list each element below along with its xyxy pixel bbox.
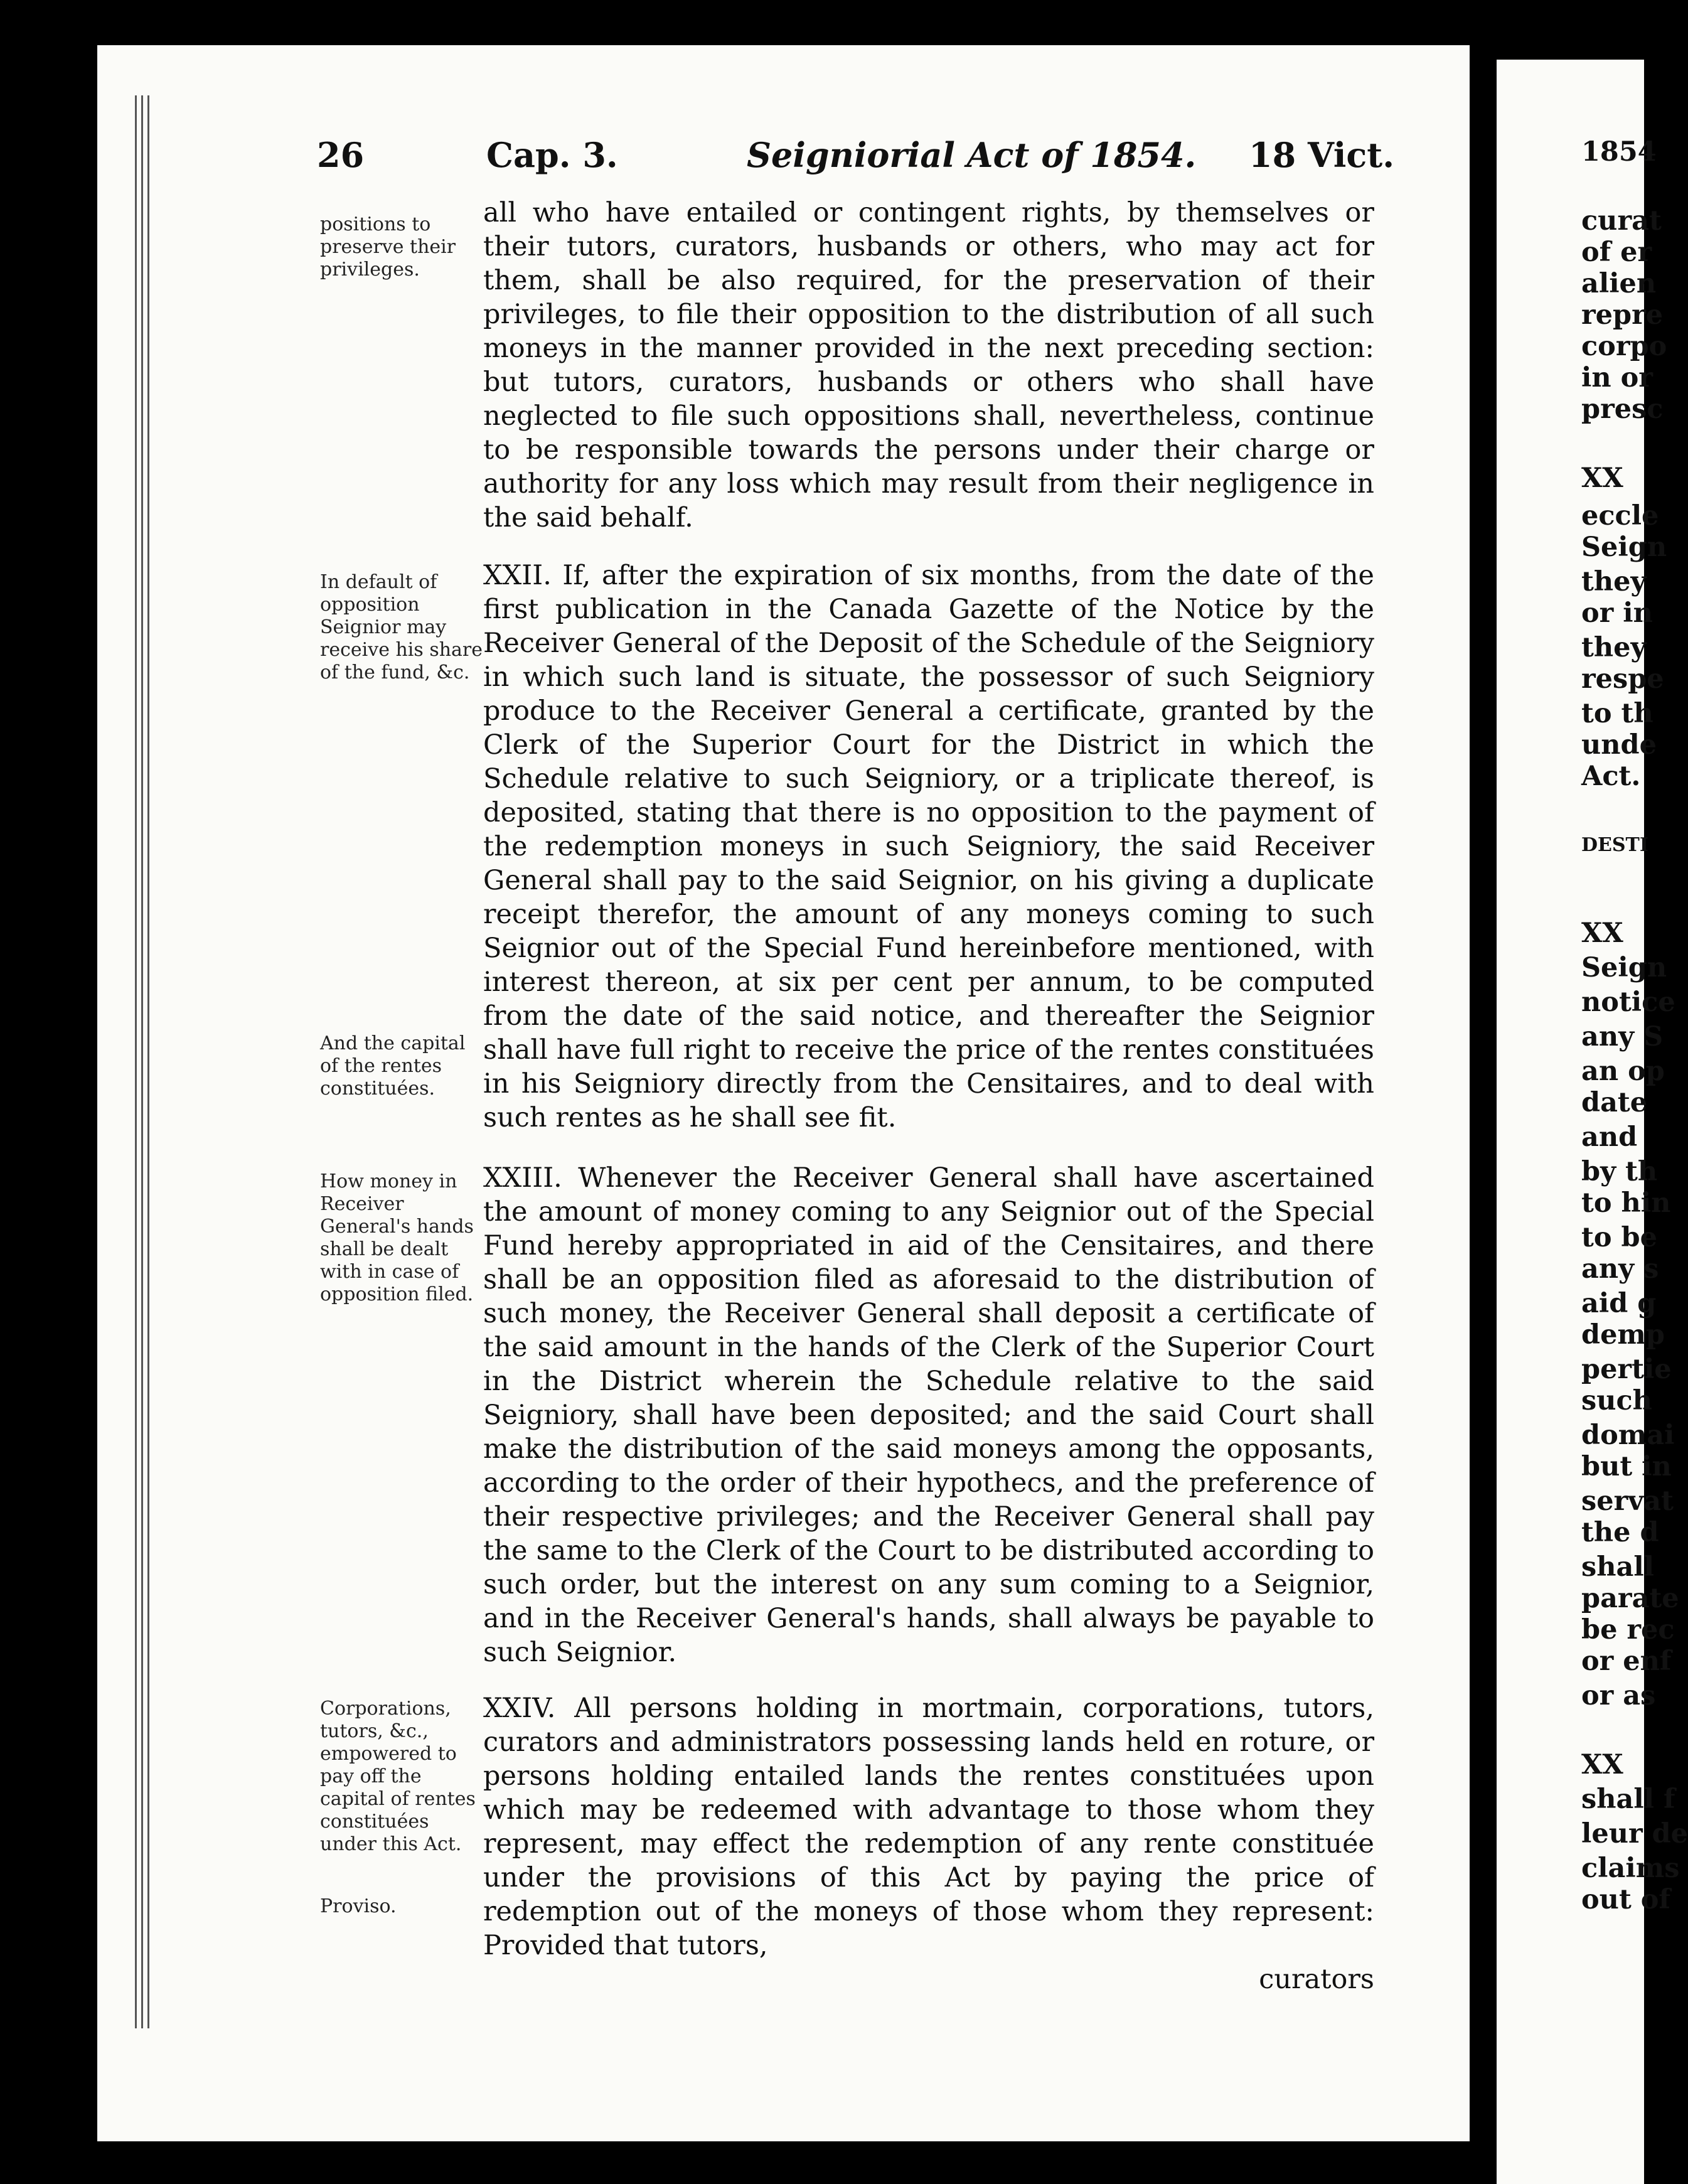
facing-line: XX <box>1581 463 1623 494</box>
section-24 <box>483 1691 1374 1996</box>
facing-line: to hin <box>1581 1187 1671 1219</box>
section-text: If, after the expiration of six months, from the date of the first publication in the Canada Gazette of the Notice by the Receiver General of the Deposit of the Schedule of the Seigniory in which such land is situate, the possessor of such Seigniory produce to the Receiver General a certificate, granted by the Clerk of the Superior Court for the District in which the Schedule relative to such Seigniory, or a triplicate thereof, is deposited, stating that there is no opposition to the payment of the redemption moneys in such Seigniory, the said Receiver General shall pay to the said Seignior, on his giving a duplicate receipt therefor, the amount of any moneys coming to such Seignior out of the Special Fund hereinbefore mentioned, with interest thereon, at six per cent per annum, to be computed from the date of the said notice, and thereafter the Seignior shall have full right to receive the price of the rentes constituées in his Seigniory directly from the Censitaires, and to deal with such rentes as he shall see fit. <box>483 560 1375 1133</box>
facing-line: servat <box>1581 1485 1674 1517</box>
facing-line: repre <box>1581 299 1664 331</box>
section-continuation <box>483 196 1374 535</box>
facing-line: XX <box>1581 918 1623 949</box>
catchword: curators <box>1259 1964 1374 1995</box>
facing-line: leur de <box>1581 1818 1688 1849</box>
marginal-note: How money in Receiver General's hands shall be dealt with in case of opposition filed. <box>320 1170 474 1305</box>
marginal-note: In default of opposition Seignior may receive his share of the fund, &c. <box>320 571 483 683</box>
facing-line: be rec <box>1581 1614 1675 1646</box>
page-edge <box>135 95 137 2028</box>
facing-line: to th <box>1581 698 1653 729</box>
facing-line: shall f <box>1581 1784 1675 1815</box>
facing-line: eccle <box>1581 500 1659 532</box>
facing-line: Seign <box>1581 952 1667 983</box>
facing-line: respe <box>1581 663 1664 695</box>
facing-line: they <box>1581 632 1647 663</box>
facing-line: alien <box>1581 268 1657 299</box>
facing-line: by th <box>1581 1156 1658 1187</box>
facing-line: pertie <box>1581 1354 1672 1385</box>
facing-line: in or <box>1581 362 1653 393</box>
facing-line: Seign <box>1581 532 1667 563</box>
chapter-label: Cap. 3. <box>486 135 618 175</box>
section-number: XXIV. <box>483 1693 556 1724</box>
facing-line: to be <box>1581 1222 1657 1253</box>
facing-line: demp <box>1581 1319 1665 1351</box>
facing-line: shall <box>1581 1551 1655 1583</box>
facing-line: DESTI <box>1581 834 1648 856</box>
facing-line: the d <box>1581 1517 1659 1548</box>
facing-line: or enf <box>1581 1646 1672 1677</box>
facing-line: such <box>1581 1385 1652 1416</box>
regnal-year: 18 Vict. <box>1249 135 1395 175</box>
section-23 <box>483 1161 1374 1669</box>
facing-line: date <box>1581 1087 1648 1118</box>
facing-line: out of <box>1581 1884 1670 1915</box>
facing-line: aid g <box>1581 1288 1657 1319</box>
paragraph: all who have entailed or contingent rights, by themselves or their tutors, curators, husbands or others, who may act for them, shall be also required, for the preservation of their privileges, to file their opposition to the distribution of all such moneys in the manner provided in the next preceding section: but tutors, curators, husbands or others who shall have neglected to file such oppositions shall, nevertheless, continue to be responsible towards the persons under their charge or authority for any loss which may result from their negligence in the said behalf. <box>483 197 1374 533</box>
facing-line: an op <box>1581 1056 1665 1087</box>
facing-line: but in <box>1581 1451 1672 1482</box>
page-number: 26 <box>317 135 365 175</box>
marginal-note: Corporations, tutors, &c., empowered to pay off the capital of rentes constituées under this Act. <box>320 1698 476 1855</box>
page-edge <box>147 95 149 2028</box>
paragraph <box>483 1691 1374 1962</box>
paragraph <box>483 1161 1374 1669</box>
facing-line: or as <box>1581 1680 1656 1711</box>
marginal-note: Proviso. <box>320 1895 397 1917</box>
marginal-note: positions to preserve their privileges. <box>320 213 456 281</box>
page-edge <box>141 95 143 2028</box>
section-number: XXIII. <box>483 1162 562 1194</box>
facing-line: Act. <box>1581 761 1641 792</box>
facing-line: or in <box>1581 597 1653 629</box>
facing-line: any s <box>1581 1253 1659 1285</box>
section-text: Whenever the Receiver General shall have ascertained the amount of money coming to any Seignior out of the Special Fund hereby appropriated in aid of the Censitaires, and there shall be an opposition filed as aforesaid to the distribution of such money, the Receiver General shall deposit a certificate of the said amount in the hands of the Clerk of the Superior Court in the District wherein the Schedule relative to the said Seigniory, shall have been deposited; and the said Court shall make the distribution of the said moneys among the opposants, according to the order of their hypothecs, and the preference of their respective privileges; and the Receiver General shall pay the same to the Clerk of the Court to be distributed according to such order, but the interest on any sum coming to a Seignior, and in the Receiver General's hands, shall always be payable to such Seignior. <box>483 1162 1374 1668</box>
marginal-note: And the capital of the rentes constituées. <box>320 1032 466 1100</box>
facing-line: parate <box>1581 1583 1679 1614</box>
paragraph <box>483 559 1374 1135</box>
section-22 <box>483 559 1374 1135</box>
facing-line: claims <box>1581 1853 1680 1884</box>
facing-line: unde <box>1581 729 1657 761</box>
facing-line: of er <box>1581 237 1652 268</box>
facing-line: curat <box>1581 205 1662 237</box>
section-text: All persons holding in mortmain, corporations, tutors, curators and administrators possessing lands held en roture, or persons holding entailed lands the rentes constituées upon which may be redeemed with advantage to those whom they represent, may effect the redemption of any rente constituée under the provisions of this Act by paying the price of redemption out of the moneys of those whom they represent: Provided that tutors, <box>483 1693 1374 1961</box>
facing-line: XX <box>1581 1749 1623 1780</box>
facing-line: corpo <box>1581 331 1667 362</box>
act-title: Seigniorial Act of 1854. <box>747 135 1197 175</box>
facing-line: any S <box>1581 1021 1664 1052</box>
facing-line: presc <box>1581 393 1664 425</box>
section-number: XXII. <box>483 560 552 591</box>
facing-line: and <box>1581 1121 1638 1153</box>
facing-page-text <box>1497 0 1688 2184</box>
facing-line: they <box>1581 566 1647 597</box>
facing-line: domai <box>1581 1420 1675 1451</box>
facing-line: notice <box>1581 987 1675 1018</box>
facing-line: 1854 <box>1581 136 1657 168</box>
